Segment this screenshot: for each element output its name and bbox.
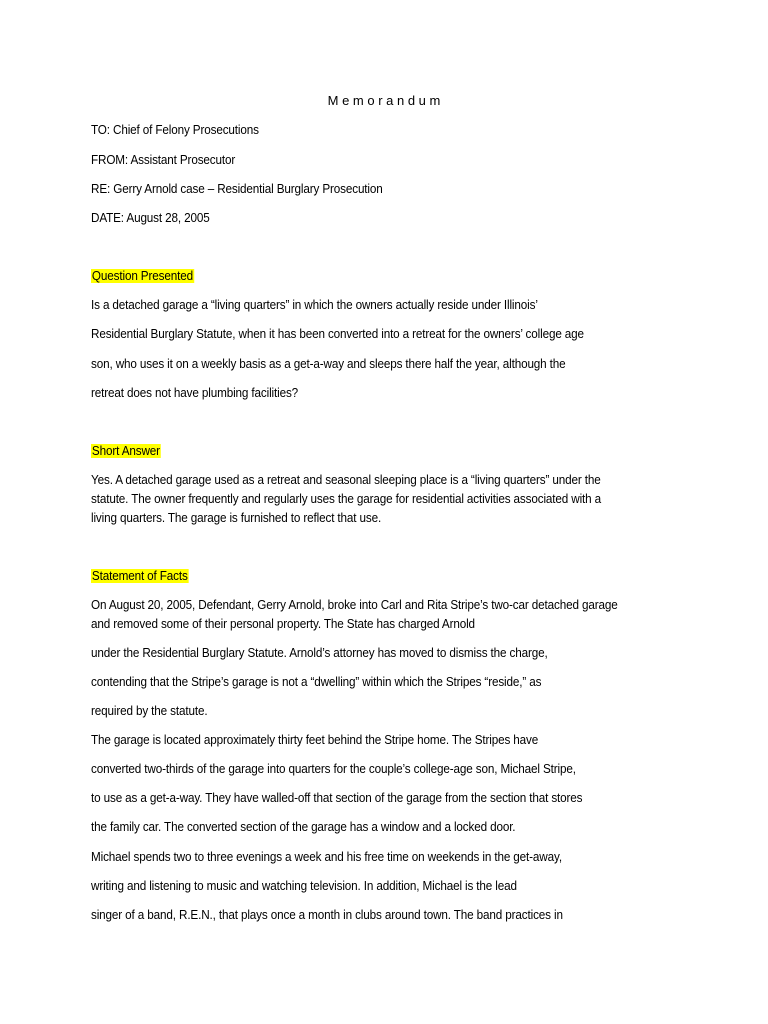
facts-line: under the Residential Burglary Statute. Arnold’s attorney has moved to dismiss the charge,: [91, 646, 548, 660]
question-presented-heading: [91, 268, 194, 284]
date-line: DATE: August 28, 2005: [91, 211, 210, 225]
facts-line: On August 20, 2005, Defendant, Gerry Arnold, broke into Carl and Rita Stripe’s two-car detached garage: [91, 598, 618, 612]
facts-line: writing and listening to music and watching television. In addition, Michael is the lead: [91, 879, 517, 893]
answer-line: statute. The owner frequently and regularly uses the garage for residential activities associated with a: [91, 492, 602, 506]
facts-line: the family car. The converted section of the garage has a window and a locked door.: [91, 820, 516, 834]
question-line: Residential Burglary Statute, when it has been converted into a retreat for the owners’ college age: [91, 327, 584, 341]
question-presented-heading-text: Question Presented: [91, 269, 193, 283]
statement-of-facts-heading: [91, 568, 189, 584]
facts-line: and removed some of their personal property. The State has charged Arnold: [91, 617, 475, 631]
memo-title: M e m o r a n d u m: [327, 93, 441, 108]
question-line: son, who uses it on a weekly basis as a get-a-way and sleeps there half the year, although the: [91, 357, 566, 371]
facts-line: required by the statute.: [91, 704, 208, 718]
short-answer-heading-text: Short Answer: [91, 444, 160, 458]
question-line: Is a detached garage a “living quarters” in which the owners actually reside under Illinois’: [91, 298, 538, 312]
re-line: RE: Gerry Arnold case – Residential Burglary Prosecution: [91, 182, 383, 196]
facts-line: converted two-thirds of the garage into quarters for the couple’s college-age son, Michael Stripe,: [91, 762, 576, 776]
from-line: FROM: Assistant Prosecutor: [91, 153, 236, 167]
answer-line: living quarters. The garage is furnished to reflect that use.: [91, 511, 382, 525]
facts-line: contending that the Stripe’s garage is not a “dwelling” within which the Stripes “reside,” as: [91, 675, 542, 689]
short-answer-heading: [91, 443, 161, 459]
facts-line: The garage is located approximately thirty feet behind the Stripe home. The Stripes have: [91, 733, 539, 747]
facts-line: singer of a band, R.E.N., that plays once a month in clubs around town. The band practices in: [91, 908, 563, 922]
to-line: TO: Chief of Felony Prosecutions: [91, 123, 259, 137]
facts-line: to use as a get-a-way. They have walled-off that section of the garage from the section that stores: [91, 791, 583, 805]
question-line: retreat does not have plumbing facilities?: [91, 386, 299, 400]
facts-line: Michael spends two to three evenings a week and his free time on weekends in the get-away,: [91, 850, 562, 864]
answer-line: Yes. A detached garage used as a retreat and seasonal sleeping place is a “living quarters” under the: [91, 473, 601, 487]
statement-of-facts-heading-text: Statement of Facts: [91, 569, 188, 583]
